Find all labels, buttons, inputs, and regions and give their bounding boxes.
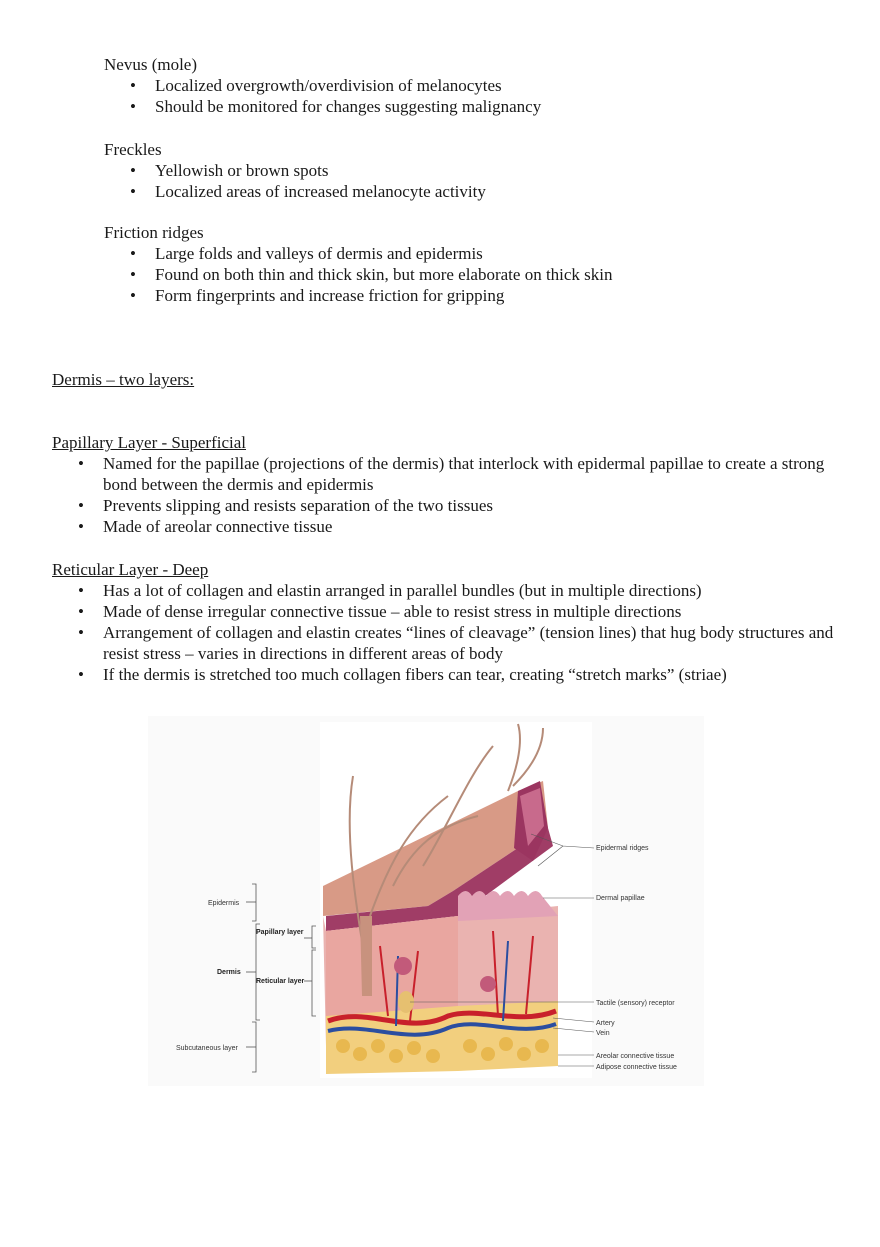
list-item: • Localized areas of increased melanocyte activity: [155, 181, 486, 202]
label-areolar-tissue: Areolar connective tissue: [596, 1053, 675, 1060]
label-reticular-layer: Reticular layer: [256, 978, 305, 985]
list-item: • Prevents slipping and resists separation of the two tissues: [103, 495, 852, 516]
friction-list: [155, 243, 613, 306]
papillary-list: [103, 453, 852, 537]
list-item: • Has a lot of collagen and elastin arranged in parallel bundles (but in multiple directions): [103, 580, 848, 601]
nevus-heading: Nevus (mole): [104, 55, 198, 74]
skin-diagram: [148, 716, 704, 1086]
list-item: • Named for the papillae (projections of the dermis) that interlock with epidermal papillae to create a strong bond between the dermis and epidermis: [103, 453, 852, 495]
friction-section: [104, 222, 613, 306]
label-tactile-receptor: Tactile (sensory) receptor: [596, 1000, 675, 1007]
label-dermal-papillae: Dermal papillae: [596, 895, 645, 902]
list-item: • Should be monitored for changes suggesting malignancy: [155, 96, 541, 117]
list-item: • Made of areolar connective tissue: [103, 516, 852, 537]
list-item: • Made of dense irregular connective tissue – able to resist stress in multiple directions: [103, 601, 848, 622]
list-item: • Found on both thin and thick skin, but more elaborate on thick skin: [155, 264, 613, 285]
freckles-heading: Freckles: [104, 140, 162, 159]
reticular-list: [103, 580, 848, 685]
dermis-section: [52, 369, 194, 390]
papillary-section: [52, 432, 852, 537]
label-adipose-tissue: Adipose connective tissue: [596, 1064, 677, 1071]
label-dermis: Dermis: [217, 969, 241, 976]
list-item: • Form fingerprints and increase friction for gripping: [155, 285, 613, 306]
hair-follicle: [360, 916, 372, 996]
sweat-gland-2: [480, 976, 496, 992]
label-epidermis: Epidermis: [208, 900, 240, 907]
label-epidermal-ridges: Epidermal ridges: [596, 845, 649, 852]
label-papillary-layer: Papillary layer: [256, 929, 304, 936]
list-item: • If the dermis is stretched too much collagen fibers can tear, creating “stretch marks” (striae): [103, 664, 848, 685]
label-vein: Vein: [596, 1030, 610, 1037]
freckles-section: [104, 139, 486, 202]
dermis-heading: Dermis – two layers:: [52, 370, 195, 389]
sweat-gland: [394, 957, 412, 975]
list-item: • Arrangement of collagen and elastin creates “lines of cleavage” (tension lines) that hug body structures and resist stress – varies in directions in different areas of body: [103, 622, 848, 664]
list-item: • Large folds and valleys of dermis and epidermis: [155, 243, 613, 264]
reticular-heading: Reticular Layer - Deep: [52, 560, 209, 579]
freckles-list: [155, 160, 486, 202]
nevus-section: [104, 54, 541, 117]
papillary-heading: Papillary Layer - Superficial: [52, 433, 247, 452]
list-item: • Localized overgrowth/overdivision of melanocytes: [155, 75, 541, 96]
nevus-list: [155, 75, 541, 117]
label-subcutaneous-layer: Subcutaneous layer: [176, 1045, 238, 1052]
friction-heading: Friction ridges: [104, 223, 204, 242]
label-artery: Artery: [596, 1020, 615, 1027]
skin-diagram-svg: [148, 716, 704, 1086]
list-item: • Yellowish or brown spots: [155, 160, 486, 181]
reticular-section: [52, 559, 852, 685]
